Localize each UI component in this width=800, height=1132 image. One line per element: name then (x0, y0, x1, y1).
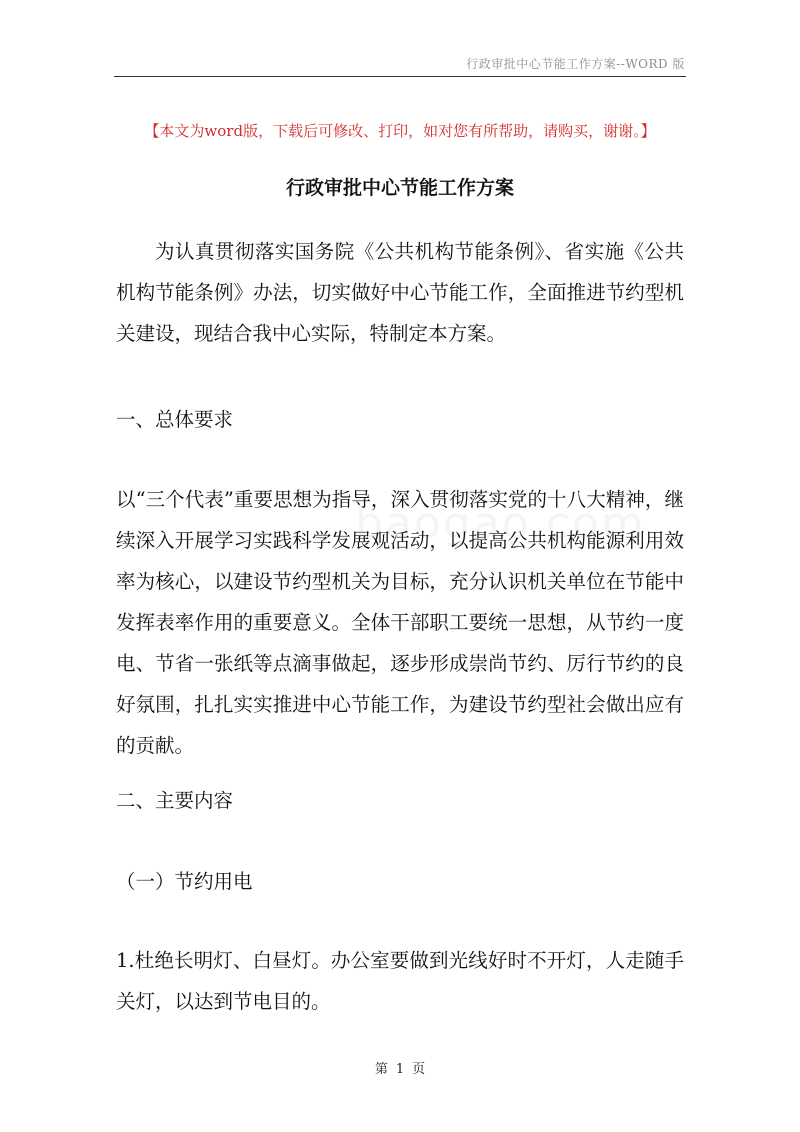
document-title: 行政审批中心节能工作方案 (285, 177, 514, 199)
general-requirements-paragraph: 以“三个代表”重要思想为指导，深入贯彻落实党的十八大精神，继续深入开展学习实践科学发展观活动，以提高公共机构能源利用效率为核心，以建设节约型机关为目标，充分认识机关单位在节能中发挥表率作用的重要意义。全体干部职工要统一思想，从节约一度电、节省一张纸等点滴事做起，逐步形成崇尚节约、厉行节约的良好氛围，扎扎实实推进中心节能工作，为建设节约型社会做出应有的贡献。 (116, 488, 684, 757)
page-number: 第 1 页 (374, 1062, 426, 1077)
running-header: 行政审批中心节能工作方案--WORD 版 (466, 57, 685, 71)
subsection-heading-save-electricity: （一）节约用电 (116, 870, 253, 893)
intro-paragraph: 为认真贯彻落实国务院《公共机构节能条例》、省实施《公共机构节能条例》办法，切实做好中心节能工作，全面推进节约型机关建设，现结合我中心实际，特制定本方案。 (116, 240, 684, 345)
section-heading-main-content: 二、主要内容 (116, 789, 234, 812)
list-item-paragraph: 1.杜绝长明灯、白昼灯。办公室要做到光线好时不开灯，人走随手关灯，以达到节电目的。 (116, 949, 684, 1013)
page-number-value: 1 (395, 1062, 405, 1077)
header-divider (114, 76, 686, 77)
section-heading-general-requirements: 一、总体要求 (116, 408, 234, 431)
purchase-notice: 【本文为word版，下载后可修改、打印，如对您有所帮助，请购买，谢谢。】 (144, 122, 656, 140)
